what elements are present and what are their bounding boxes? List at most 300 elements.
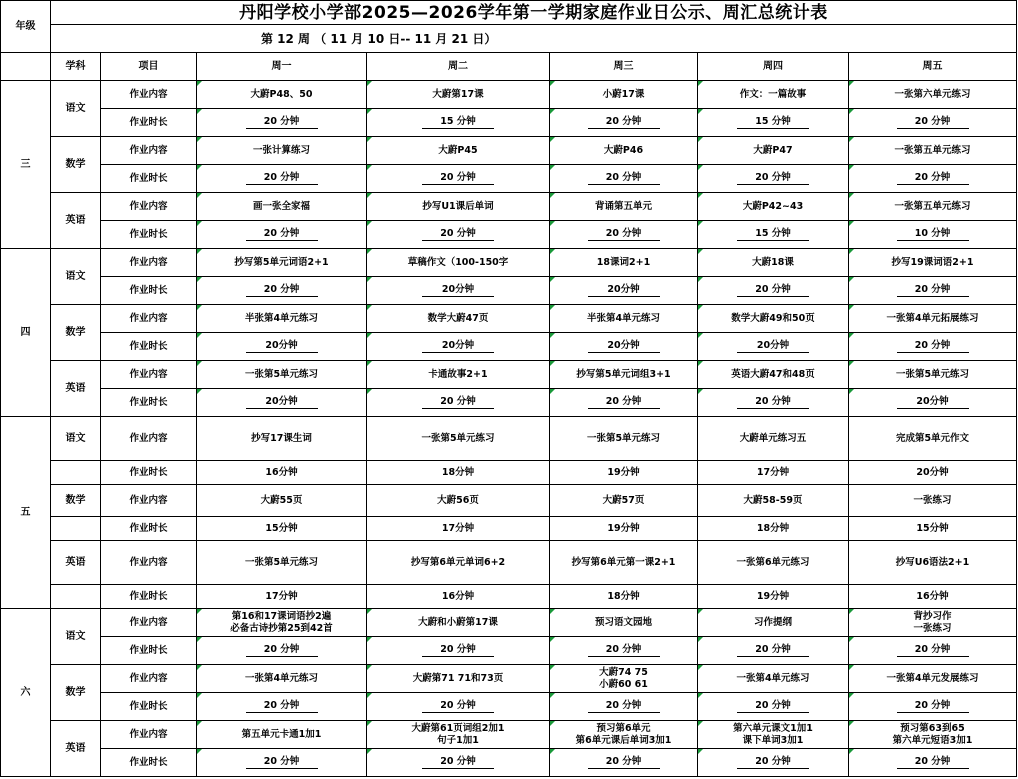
- header-fri: 周五: [849, 53, 1017, 81]
- cell-tue: [367, 637, 550, 665]
- homework-text: 18课词2+1: [596, 256, 651, 268]
- cell-tue: [367, 485, 550, 517]
- duration-text: 20 分钟: [737, 396, 809, 409]
- cell-wed: [550, 693, 698, 721]
- homework-text: 一张第4单元拓展练习: [886, 312, 979, 324]
- grade-header: 年级: [1, 1, 51, 53]
- cell-tue: [367, 417, 550, 461]
- cell-wed: [550, 109, 698, 137]
- cell-marker-icon: [550, 137, 555, 142]
- cell-marker-icon: [550, 749, 555, 754]
- duration-text: 20 分钟: [897, 172, 969, 185]
- item-cell: 作业内容: [101, 249, 197, 277]
- cell-thu: [698, 361, 849, 389]
- cell-thu: [698, 109, 849, 137]
- header-subject: 学科: [51, 53, 101, 81]
- cell-mon: [197, 461, 367, 485]
- duration-text: 20分钟: [422, 340, 494, 353]
- cell-wed: [550, 637, 698, 665]
- homework-text: 大蔚第61页词组2加1 句子1加1: [411, 722, 505, 746]
- cell-marker-icon: [550, 165, 555, 170]
- cell-marker-icon: [698, 749, 703, 754]
- cell-fri: [849, 81, 1017, 109]
- cell-mon: [197, 585, 367, 609]
- homework-text: 抄写U1课后单词: [422, 200, 494, 212]
- homework-text: 大蔚和小蔚第17课: [418, 616, 498, 628]
- duration-text: 20分钟: [737, 340, 809, 353]
- cell-wed: [550, 609, 698, 637]
- cell-tue: [367, 461, 550, 485]
- cell-marker-icon: [367, 361, 372, 366]
- item-cell: 作业时长: [101, 749, 197, 777]
- item-cell: 作业时长: [101, 461, 197, 485]
- cell-tue: [367, 193, 550, 221]
- duration-text: 20 分钟: [588, 644, 660, 657]
- duration-text: 15 分钟: [737, 116, 809, 129]
- cell-mon: [197, 609, 367, 637]
- duration-text: 18分钟: [607, 590, 640, 602]
- cell-marker-icon: [367, 109, 372, 114]
- cell-marker-icon: [550, 81, 555, 86]
- item-cell: 作业时长: [101, 693, 197, 721]
- cell-tue: [367, 541, 550, 585]
- cell-thu: [698, 749, 849, 777]
- table-row: [1, 109, 1017, 137]
- cell-wed: [550, 249, 698, 277]
- header-wed: 周三: [550, 53, 698, 81]
- grade-cell: 四: [1, 249, 51, 417]
- duration-text: 20分钟: [246, 340, 318, 353]
- item-cell: 作业时长: [101, 333, 197, 361]
- cell-fri: [849, 333, 1017, 361]
- homework-text: 抄写第5单元词组3+1: [576, 368, 671, 380]
- cell-thu: [698, 137, 849, 165]
- cell-wed: [550, 749, 698, 777]
- cell-marker-icon: [698, 221, 703, 226]
- homework-text: 一张第五单元练习: [894, 200, 971, 212]
- duration-text: 20分钟: [916, 466, 949, 478]
- homework-text: 大蔚55页: [260, 494, 303, 506]
- duration-text: 19分钟: [607, 466, 640, 478]
- cell-marker-icon: [849, 637, 854, 642]
- table-row: [1, 585, 1017, 609]
- cell-tue: [367, 137, 550, 165]
- homework-text: 半张第4单元练习: [244, 312, 319, 324]
- cell-mon: [197, 517, 367, 541]
- subject-cell: 数学: [51, 665, 101, 721]
- cell-marker-icon: [849, 221, 854, 226]
- cell-marker-icon: [197, 333, 202, 338]
- item-cell: 作业时长: [101, 637, 197, 665]
- table-row: [1, 485, 1017, 517]
- cell-wed: [550, 541, 698, 585]
- subject-cell: 数学: [51, 305, 101, 361]
- cell-wed: [550, 277, 698, 305]
- table-row: [1, 137, 1017, 165]
- subject-cell-blank: [51, 461, 101, 485]
- page-title: 丹阳学校小学部2025—2026学年第一学期家庭作业日公示、周汇总统计表: [51, 1, 1017, 25]
- duration-text: 20 分钟: [246, 172, 318, 185]
- homework-text: 抄写19课词语2+1: [891, 256, 974, 268]
- cell-marker-icon: [698, 637, 703, 642]
- cell-mon: [197, 249, 367, 277]
- duration-text: 20 分钟: [422, 172, 494, 185]
- homework-text: 数学大蔚47页: [427, 312, 489, 324]
- cell-wed: [550, 461, 698, 485]
- cell-marker-icon: [197, 665, 202, 670]
- homework-text: 抄写第5单元词语2+1: [234, 256, 329, 268]
- cell-marker-icon: [698, 249, 703, 254]
- cell-marker-icon: [698, 137, 703, 142]
- cell-marker-icon: [698, 109, 703, 114]
- cell-marker-icon: [698, 693, 703, 698]
- duration-text: 20分钟: [588, 340, 660, 353]
- homework-text: 抄写U6语法2+1: [895, 556, 970, 568]
- cell-mon: [197, 165, 367, 193]
- homework-text: 大蔚74 75 小蔚60 61: [599, 666, 648, 690]
- cell-wed: [550, 333, 698, 361]
- cell-fri: [849, 249, 1017, 277]
- homework-text: 抄写17课生词: [251, 432, 312, 444]
- cell-marker-icon: [197, 693, 202, 698]
- table-row: [1, 541, 1017, 585]
- duration-text: 18分钟: [441, 466, 475, 478]
- table-row: [1, 461, 1017, 485]
- homework-text: 一张计算练习: [252, 144, 310, 156]
- cell-tue: [367, 693, 550, 721]
- cell-marker-icon: [849, 193, 854, 198]
- cell-mon: [197, 721, 367, 749]
- cell-marker-icon: [367, 305, 372, 310]
- cell-fri: [849, 109, 1017, 137]
- subject-cell: 英语: [51, 721, 101, 777]
- header-blank: [1, 53, 51, 81]
- table-row: [1, 193, 1017, 221]
- homework-text: 抄写第6单元单词6+2: [410, 556, 506, 568]
- cell-marker-icon: [550, 109, 555, 114]
- cell-wed: [550, 361, 698, 389]
- homework-text: 一张练习: [913, 494, 952, 506]
- cell-thu: [698, 693, 849, 721]
- cell-wed: [550, 665, 698, 693]
- cell-tue: [367, 389, 550, 417]
- cell-marker-icon: [197, 249, 202, 254]
- cell-thu: [698, 461, 849, 485]
- cell-thu: [698, 417, 849, 461]
- homework-text: 画一张全家福: [252, 200, 310, 212]
- item-cell: 作业内容: [101, 609, 197, 637]
- cell-marker-icon: [367, 609, 372, 614]
- cell-marker-icon: [550, 609, 555, 614]
- homework-text: 大蔚P45: [438, 144, 478, 156]
- cell-thu: [698, 305, 849, 333]
- subject-cell-blank: [51, 585, 101, 609]
- duration-text: 16分钟: [916, 590, 949, 602]
- cell-marker-icon: [367, 137, 372, 142]
- cell-marker-icon: [698, 165, 703, 170]
- cell-tue: [367, 305, 550, 333]
- subject-cell: 英语: [51, 193, 101, 249]
- cell-thu: [698, 721, 849, 749]
- duration-text: 16分钟: [441, 590, 475, 602]
- duration-text: 20 分钟: [422, 700, 494, 713]
- header-thu: 周四: [698, 53, 849, 81]
- cell-fri: [849, 193, 1017, 221]
- table-row: [1, 609, 1017, 637]
- cell-fri: [849, 485, 1017, 517]
- cell-mon: [197, 749, 367, 777]
- cell-marker-icon: [698, 193, 703, 198]
- cell-tue: [367, 361, 550, 389]
- cell-thu: [698, 221, 849, 249]
- subject-cell: 语文: [51, 609, 101, 665]
- cell-wed: [550, 417, 698, 461]
- duration-text: 20 分钟: [588, 116, 660, 129]
- duration-text: 20 分钟: [588, 700, 660, 713]
- cell-marker-icon: [550, 193, 555, 198]
- cell-marker-icon: [197, 721, 202, 726]
- duration-text: 16分钟: [265, 466, 298, 478]
- homework-text: 大蔚56页: [437, 494, 479, 506]
- cell-marker-icon: [698, 609, 703, 614]
- duration-text: 20 分钟: [737, 284, 809, 297]
- cell-marker-icon: [550, 277, 555, 282]
- cell-marker-icon: [849, 665, 854, 670]
- cell-thu: [698, 665, 849, 693]
- subject-cell: 语文: [51, 81, 101, 137]
- cell-thu: [698, 517, 849, 541]
- header-tue: 周二: [367, 53, 550, 81]
- duration-text: 18分钟: [756, 522, 790, 534]
- duration-text: 20 分钟: [897, 644, 969, 657]
- cell-thu: [698, 333, 849, 361]
- homework-text: 背诵第五单元: [594, 200, 652, 212]
- table-row: [1, 517, 1017, 541]
- table-row: [1, 221, 1017, 249]
- duration-text: 20 分钟: [422, 644, 494, 657]
- cell-tue: [367, 249, 550, 277]
- cell-fri: [849, 361, 1017, 389]
- cell-marker-icon: [197, 389, 202, 394]
- cell-marker-icon: [849, 137, 854, 142]
- item-cell: 作业时长: [101, 109, 197, 137]
- duration-text: 20分钟: [588, 284, 660, 297]
- table-row: [1, 721, 1017, 749]
- duration-text: 20 分钟: [737, 756, 809, 769]
- duration-text: 20 分钟: [588, 228, 660, 241]
- cell-marker-icon: [698, 277, 703, 282]
- duration-text: 20 分钟: [897, 116, 969, 129]
- cell-fri: [849, 585, 1017, 609]
- homework-text: 大蔚P46: [603, 144, 644, 156]
- duration-text: 15 分钟: [422, 116, 494, 129]
- homework-text: 背抄习作 一张练习: [913, 610, 952, 634]
- item-cell: 作业时长: [101, 389, 197, 417]
- cell-tue: [367, 517, 550, 541]
- cell-fri: [849, 637, 1017, 665]
- homework-text: 一张第5单元练习: [244, 368, 319, 380]
- cell-mon: [197, 137, 367, 165]
- cell-mon: [197, 109, 367, 137]
- cell-marker-icon: [849, 277, 854, 282]
- table-row: [1, 749, 1017, 777]
- cell-marker-icon: [367, 665, 372, 670]
- duration-text: 15 分钟: [737, 228, 809, 241]
- grade-cell: 五: [1, 417, 51, 609]
- cell-fri: [849, 721, 1017, 749]
- duration-text: 20 分钟: [737, 700, 809, 713]
- duration-text: 20 分钟: [246, 700, 318, 713]
- homework-text: 英语大蔚47和48页: [731, 368, 815, 380]
- cell-tue: [367, 609, 550, 637]
- cell-marker-icon: [849, 333, 854, 338]
- cell-marker-icon: [849, 165, 854, 170]
- homework-text: 一张第4单元练习: [244, 672, 319, 684]
- cell-marker-icon: [367, 249, 372, 254]
- homework-text: 数学大蔚49和50页: [731, 312, 815, 324]
- cell-wed: [550, 517, 698, 541]
- cell-marker-icon: [550, 361, 555, 366]
- cell-marker-icon: [849, 389, 854, 394]
- homework-text: 第五单元卡通1加1: [241, 728, 322, 740]
- cell-marker-icon: [698, 305, 703, 310]
- cell-mon: [197, 637, 367, 665]
- cell-mon: [197, 333, 367, 361]
- cell-marker-icon: [550, 665, 555, 670]
- homework-text: 大蔚P47: [753, 144, 793, 156]
- header-item: 项目: [101, 53, 197, 81]
- cell-mon: [197, 485, 367, 517]
- cell-marker-icon: [197, 81, 202, 86]
- subject-cell: 英语: [51, 361, 101, 417]
- cell-mon: [197, 417, 367, 461]
- homework-text: 草稿作文（100-150字: [407, 256, 509, 268]
- cell-thu: [698, 193, 849, 221]
- cell-marker-icon: [367, 333, 372, 338]
- table-row: [1, 81, 1017, 109]
- cell-tue: [367, 749, 550, 777]
- cell-tue: [367, 109, 550, 137]
- cell-marker-icon: [849, 305, 854, 310]
- table-row: [1, 637, 1017, 665]
- cell-marker-icon: [550, 637, 555, 642]
- cell-marker-icon: [849, 249, 854, 254]
- subject-cell: 语文: [51, 249, 101, 305]
- cell-marker-icon: [550, 305, 555, 310]
- duration-text: 20 分钟: [588, 172, 660, 185]
- cell-mon: [197, 305, 367, 333]
- cell-tue: [367, 277, 550, 305]
- cell-wed: [550, 193, 698, 221]
- cell-marker-icon: [367, 221, 372, 226]
- cell-mon: [197, 541, 367, 585]
- item-cell: 作业时长: [101, 221, 197, 249]
- item-cell: 作业时长: [101, 517, 197, 541]
- cell-mon: [197, 693, 367, 721]
- duration-text: 20 分钟: [897, 700, 969, 713]
- homework-text: 一张第4单元练习: [736, 672, 810, 684]
- cell-marker-icon: [698, 361, 703, 366]
- cell-marker-icon: [367, 749, 372, 754]
- homework-text: 一张第五单元练习: [894, 144, 971, 156]
- cell-marker-icon: [367, 693, 372, 698]
- homework-text: 预习语文园地: [594, 616, 652, 628]
- cell-thu: [698, 249, 849, 277]
- homework-text: 半张第4单元练习: [586, 312, 661, 324]
- subject-cell: 数学: [51, 137, 101, 193]
- duration-text: 20 分钟: [422, 756, 494, 769]
- cell-mon: [197, 81, 367, 109]
- cell-marker-icon: [849, 721, 854, 726]
- cell-tue: [367, 665, 550, 693]
- cell-marker-icon: [698, 333, 703, 338]
- cell-fri: [849, 305, 1017, 333]
- duration-text: 17分钟: [265, 590, 298, 602]
- cell-fri: [849, 609, 1017, 637]
- cell-marker-icon: [197, 749, 202, 754]
- homework-text: 一张第5单元练习: [244, 556, 319, 568]
- cell-marker-icon: [367, 165, 372, 170]
- cell-mon: [197, 389, 367, 417]
- item-cell: 作业时长: [101, 165, 197, 193]
- duration-text: 19分钟: [607, 522, 640, 534]
- duration-text: 15分钟: [916, 522, 949, 534]
- table-row: [1, 361, 1017, 389]
- cell-thu: [698, 609, 849, 637]
- cell-marker-icon: [849, 693, 854, 698]
- cell-marker-icon: [367, 637, 372, 642]
- cell-marker-icon: [550, 221, 555, 226]
- cell-mon: [197, 193, 367, 221]
- cell-fri: [849, 517, 1017, 541]
- homework-text: 一张第6单元练习: [736, 556, 810, 568]
- cell-thu: [698, 277, 849, 305]
- duration-text: 20 分钟: [737, 644, 809, 657]
- duration-text: 20 分钟: [246, 756, 318, 769]
- cell-marker-icon: [197, 609, 202, 614]
- cell-marker-icon: [849, 361, 854, 366]
- homework-text: 大蔚第17课: [432, 88, 484, 100]
- duration-text: 20分钟: [246, 396, 318, 409]
- subject-cell-blank: [51, 517, 101, 541]
- cell-marker-icon: [197, 137, 202, 142]
- subject-cell: 数学: [51, 485, 101, 517]
- duration-text: 15分钟: [265, 522, 298, 534]
- cell-wed: [550, 165, 698, 193]
- duration-text: 10 分钟: [897, 228, 969, 241]
- homework-text: 抄写第6单元第一课2+1: [571, 556, 676, 568]
- item-cell: 作业时长: [101, 277, 197, 305]
- header-mon: 周一: [197, 53, 367, 81]
- duration-text: 20 分钟: [737, 172, 809, 185]
- cell-mon: [197, 665, 367, 693]
- cell-mon: [197, 277, 367, 305]
- cell-wed: [550, 305, 698, 333]
- cell-thu: [698, 637, 849, 665]
- item-cell: 作业内容: [101, 193, 197, 221]
- homework-text: 一张第5单元练习: [586, 432, 661, 444]
- cell-fri: [849, 541, 1017, 585]
- table-row: [1, 277, 1017, 305]
- cell-marker-icon: [698, 389, 703, 394]
- item-cell: 作业内容: [101, 485, 197, 517]
- duration-text: 20 分钟: [422, 396, 494, 409]
- cell-thu: [698, 81, 849, 109]
- cell-wed: [550, 81, 698, 109]
- homework-text: 大蔚57页: [602, 494, 645, 506]
- cell-wed: [550, 721, 698, 749]
- item-cell: 作业内容: [101, 137, 197, 165]
